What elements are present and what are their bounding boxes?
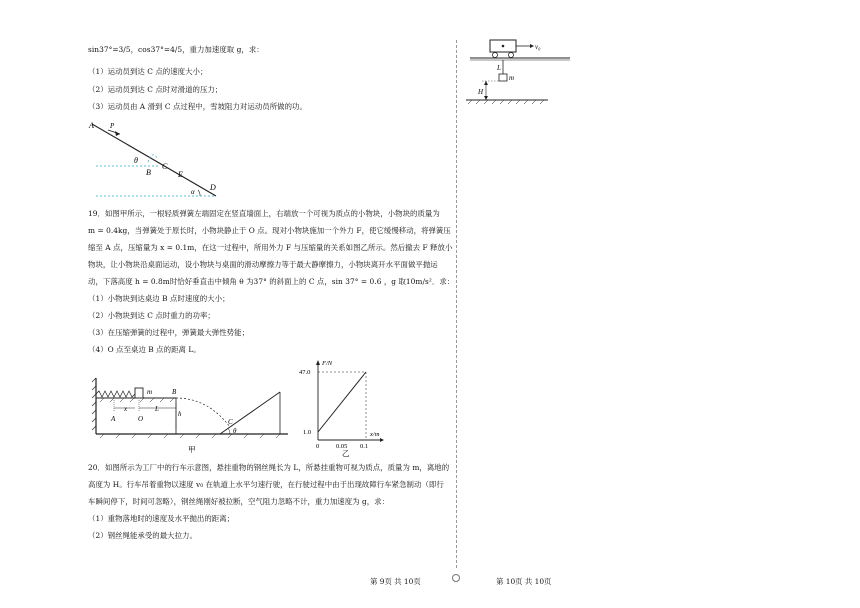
- x-tick-005: 0.05: [336, 443, 348, 450]
- q18-slope-figure: [88, 118, 228, 202]
- q19-line-5: 动，下落高度 h = 0.8m时恰好垂直击中倾角 θ 为37° 的斜面上的 C 点，sin 37° = 0.6 ，g 取10m/s²．求：: [88, 277, 455, 286]
- q19-figure-jia: [92, 372, 288, 456]
- footer-page-left: 第 9页 共 10页: [370, 577, 421, 586]
- x-tick-01: 0.1: [360, 443, 369, 450]
- x-tick-0: 0: [316, 443, 320, 450]
- label-m: m: [509, 74, 515, 82]
- label-theta: θ: [233, 427, 237, 435]
- q20-crane-figure: [464, 38, 574, 104]
- caption-yi: 乙: [342, 449, 350, 458]
- q19-line-2: m = 0.4kg，当弹簧处于原长时，小物块静止于 O 点。现对小物块施加一个外力 F，使它缓慢移动，将弹簧压: [88, 226, 451, 235]
- caption-jia: 甲: [188, 445, 196, 454]
- label-v0: v₀: [535, 43, 541, 51]
- label-x: x: [124, 405, 128, 413]
- label-C: C: [228, 418, 233, 426]
- label-A: A: [111, 415, 116, 423]
- label-D: D: [210, 183, 216, 192]
- label-E: E: [178, 170, 183, 179]
- label-B: B: [146, 168, 151, 177]
- label-L: L: [497, 64, 501, 72]
- q19-figure-yi: [296, 356, 392, 456]
- label-C: C: [162, 162, 168, 171]
- axis-ylabel: F/N: [322, 360, 333, 367]
- q18-part-1: （1）运动员到达 C 点的速度大小；: [88, 67, 208, 76]
- q19-part-2: （2）小物块到达 C 点时重力的功率；: [88, 311, 215, 320]
- axis-xlabel: x/m: [370, 431, 380, 438]
- label-h: h: [178, 410, 182, 418]
- label-L: L: [155, 405, 159, 413]
- q18-given-text: sin37°=3/5，cos37°=4/5，重力加速度取 g，求：: [88, 45, 264, 54]
- label-B: B: [172, 388, 177, 396]
- footer-page-right: 第 10页 共 10页: [496, 577, 552, 586]
- q20-line-3: 车瞬间停下，时间可忽略），钢丝绳刚好被拉断，空气阻力忽略不计，重力加速度为 g，求：: [88, 497, 390, 506]
- q19-line-3: 缩至 A 点，压缩量为 x = 0.1m，在这一过程中，所用外力 F 与压缩量的关系如图乙所示。然后撤去 F 释放小: [88, 243, 453, 252]
- label-m: m: [147, 388, 153, 396]
- q18-part-3: （3）运动员由 A 滑到 C 点过程中，雪坡阻力对运动员所做的功。: [88, 102, 307, 111]
- q20-line-2: 高度为 H。行车吊着重物以速度 v₀ 在轨道上水平匀速行驶，在行驶过程中由于出现故障行车紧急制动（即行: [88, 480, 444, 489]
- label-A: A: [89, 121, 94, 130]
- binding-hole-icon: [452, 574, 460, 582]
- y-tick-47: 47.0: [299, 369, 311, 376]
- q20-part-2: （2）钢丝绳能承受的最大拉力。: [88, 531, 197, 540]
- label-alpha: α: [191, 188, 195, 196]
- label-O: O: [138, 415, 144, 423]
- q19-part-4: （4）O 点至桌边 B 点的距离 L。: [88, 345, 201, 354]
- y-tick-1: 1.0: [303, 429, 312, 436]
- q18-part-2: （2）运动员到达 C 点时对滑道的压力；: [88, 85, 223, 94]
- q19-part-3: （3）在压缩弹簧的过程中，弹簧最大弹性势能；: [88, 328, 250, 337]
- page-divider: [456, 40, 457, 568]
- q19-part-1: （1）小物块到达桌边 B 点时速度的大小；: [88, 294, 230, 303]
- label-P: P: [110, 122, 115, 130]
- q20-part-1: （1）重物落地时的速度及水平抛出的距离；: [88, 514, 235, 523]
- label-H: H: [478, 88, 484, 96]
- q19-line-4: 物块，让小物块沿桌面运动，设小物块与桌面的滑动摩擦力等于最大静摩擦力，小物块离开水平面做平抛运: [88, 260, 438, 269]
- q19-line-1: 19．如图甲所示，一根轻质弹簧左端固定在竖直墙面上，右端放一个可视为质点的小物块，小物块的质量为: [88, 209, 440, 218]
- q20-line-1: 20．如图所示为工厂中的行车示意图，悬挂重物的钢丝绳长为 L，所悬挂重物可视为质点，质量为 m，离地的: [88, 463, 450, 472]
- label-theta: θ: [134, 156, 138, 165]
